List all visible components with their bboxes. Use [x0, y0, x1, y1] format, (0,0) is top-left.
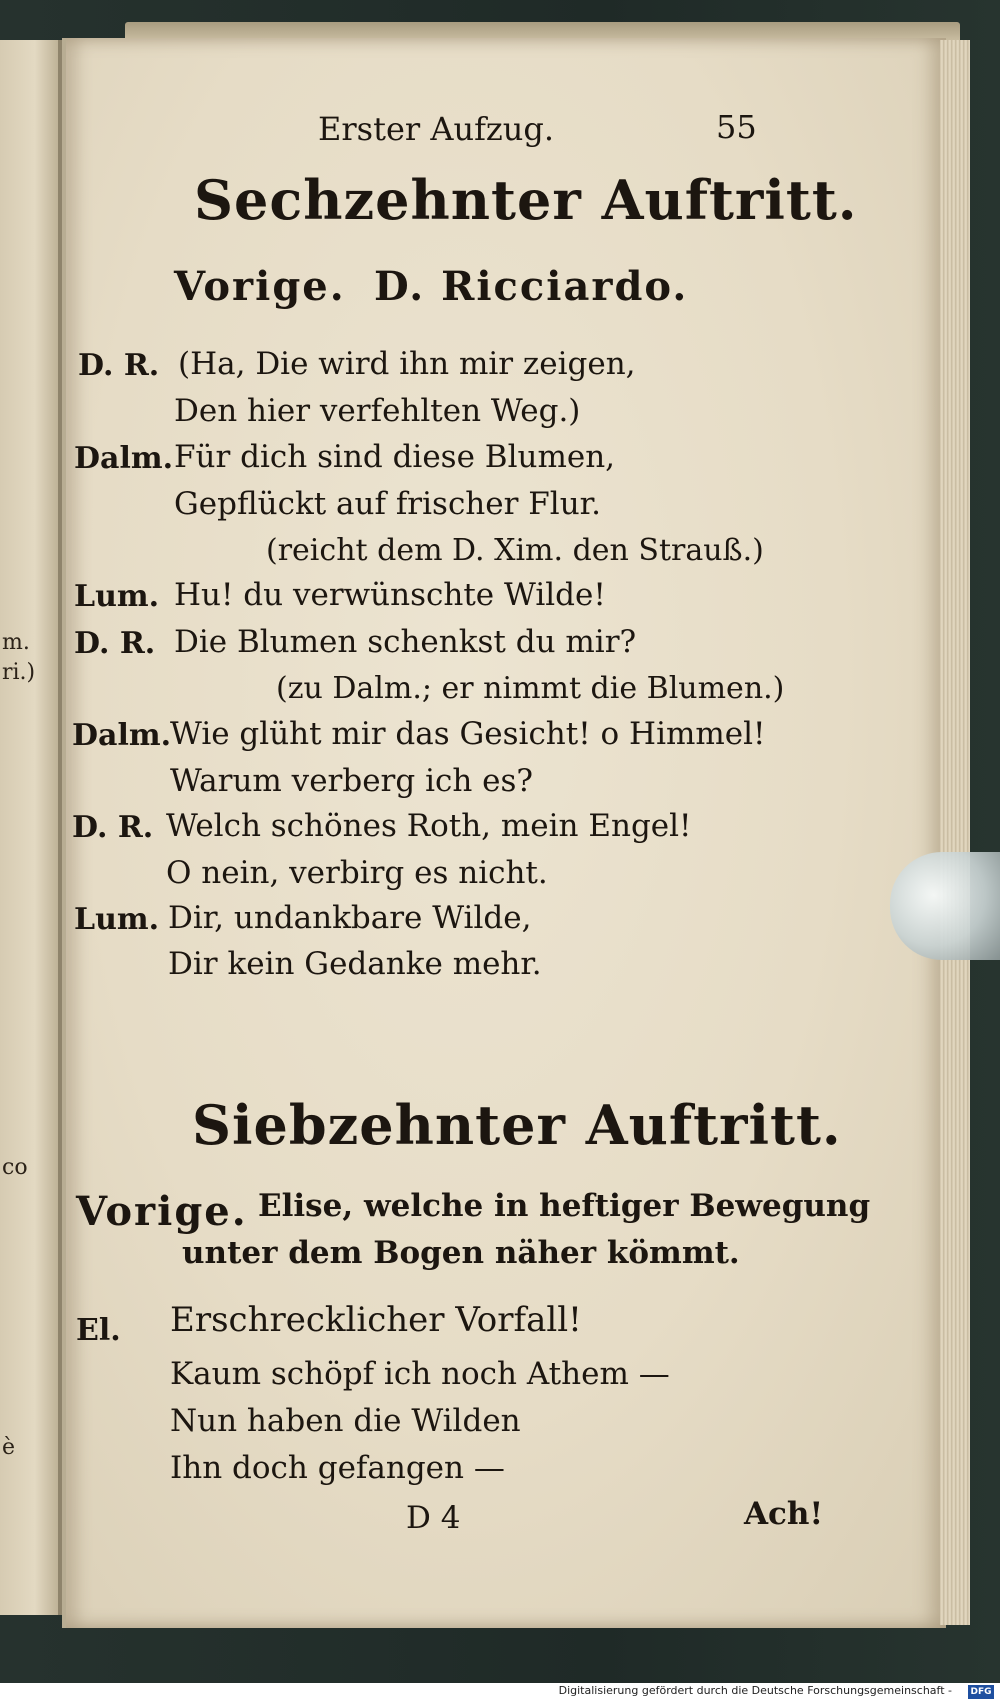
- page-block-edge: [940, 40, 970, 1625]
- verse-line: Nun haben die Wilden: [170, 1403, 521, 1439]
- stage-direction: (reicht dem D. Xim. den Strauß.): [266, 533, 764, 568]
- scene-17-cast-text: unter dem Bogen näher kömmt.: [182, 1235, 740, 1271]
- verse-line: Welch schönes Roth, mein Engel!: [166, 808, 692, 844]
- verse-line: O nein, verbirg es nicht.: [166, 855, 548, 891]
- glass-page-weight: [890, 852, 1000, 960]
- speaker: Lum.: [74, 902, 160, 937]
- speaker: Dalm.: [72, 718, 172, 753]
- scene-16-title: Sechzehnter Auftritt.: [194, 168, 858, 232]
- verse-line: Hu! du verwünschte Wilde!: [174, 577, 606, 613]
- speaker: Lum.: [74, 579, 160, 614]
- catchword: Ach!: [744, 1496, 824, 1532]
- verse-line: (Ha, Die wird ihn mir zeigen,: [178, 346, 636, 382]
- speaker: El.: [76, 1313, 121, 1348]
- running-title: Erster Aufzug.: [318, 110, 555, 148]
- dfg-logo: DFG: [968, 1685, 994, 1699]
- page-number: 55: [716, 108, 757, 146]
- facing-page-fragment: ri.): [2, 660, 36, 685]
- verse-line: Erschrecklicher Vorfall!: [170, 1300, 582, 1340]
- stage-direction: (zu Dalm.; er nimmt die Blumen.): [276, 671, 785, 706]
- verse-line: Kaum schöpf ich noch Athem —: [170, 1356, 670, 1392]
- facing-page-fragment: co: [2, 1155, 28, 1180]
- verse-line: Dir, undankbare Wilde,: [168, 900, 532, 936]
- facing-page-edge: [0, 40, 64, 1615]
- facing-page-fragment: è: [2, 1435, 16, 1460]
- verse-line: Für dich sind diese Blumen,: [174, 439, 616, 475]
- speaker: D. R.: [78, 348, 160, 383]
- verse-line: Gepflückt auf frischer Flur.: [174, 486, 601, 522]
- scene-17-title: Siebzehnter Auftritt.: [192, 1093, 842, 1157]
- credit-text: Digitalisierung gefördert durch die Deutsche Forschungsgemeinschaft -: [558, 1684, 952, 1697]
- scene-17-cast-text: Elise, welche in heftiger Bewegung: [258, 1188, 871, 1224]
- verse-line: Dir kein Gedanke mehr.: [168, 946, 542, 982]
- facing-page-fragment: m.: [2, 630, 30, 655]
- verse-line: Die Blumen schenkst du mir?: [174, 624, 637, 660]
- verse-line: Wie glüht mir das Gesicht! o Himmel!: [170, 716, 766, 752]
- book-page: [62, 38, 946, 1628]
- verse-line: Warum verberg ich es?: [170, 763, 534, 799]
- speaker: D. R.: [72, 810, 154, 845]
- speaker: Dalm.: [74, 441, 174, 476]
- verse-line: Ihn doch gefangen —: [170, 1450, 505, 1486]
- scene-17-cast-label: Vorige.: [76, 1188, 248, 1235]
- scene-16-cast: D. Ricciardo.: [374, 263, 689, 310]
- speaker: D. R.: [74, 626, 156, 661]
- verse-line: Den hier verfehlten Weg.): [174, 393, 581, 429]
- scene-16-cast: Vorige.: [174, 263, 346, 310]
- signature-mark: D 4: [406, 1500, 461, 1536]
